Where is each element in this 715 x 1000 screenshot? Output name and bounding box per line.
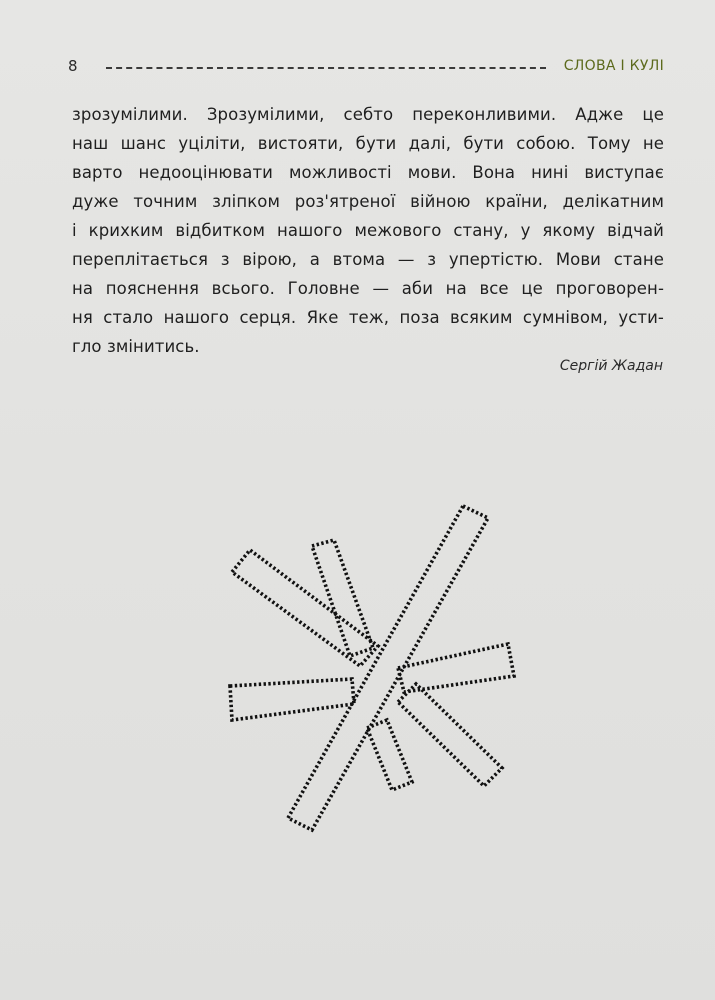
body-paragraph: [72, 100, 664, 361]
text-line: ня стало нашого серця. Яке теж, поза всяким сумнівом, усти-: [72, 308, 664, 327]
page-number: 8: [68, 57, 78, 75]
dotted-asterisk-icon: [200, 480, 550, 860]
asterisk-arm-left: [230, 679, 354, 720]
text-line: на пояснення всього. Головне — аби на все це проговорен-: [72, 279, 664, 298]
text-line: зрозумілими. Зрозумілими, себто переконливими. Адже це: [72, 105, 664, 124]
text-line: гло змінитись.: [72, 337, 200, 356]
asterisk-arm-lower-right: [398, 684, 502, 786]
text-line: варто недооцінювати можливості мови. Вона нині виступає: [72, 163, 664, 182]
text-line: дуже точним зліпком роз'ятреної війною країни, делікатним: [72, 192, 664, 211]
text-line: і крихким відбитком нашого межового стану, у якому відчай: [72, 221, 664, 240]
text-line: наш шанс уціліти, вистояти, бути далі, бути собою. Тому не: [72, 134, 664, 153]
asterisk-arm-upper-left: [232, 550, 378, 666]
text-line: переплітається з вірою, а втома — з упертістю. Мови стане: [72, 250, 664, 269]
page-header: [68, 56, 664, 80]
author-signature: Сергій Жадан: [559, 358, 663, 374]
asterisk-arm-lower: [367, 720, 412, 790]
header-dashed-rule: [106, 67, 546, 69]
asterisk-arm-long: [288, 506, 488, 830]
asterisk-arm-upper: [312, 540, 373, 656]
running-title: СЛОВА І КУЛІ: [563, 58, 664, 74]
